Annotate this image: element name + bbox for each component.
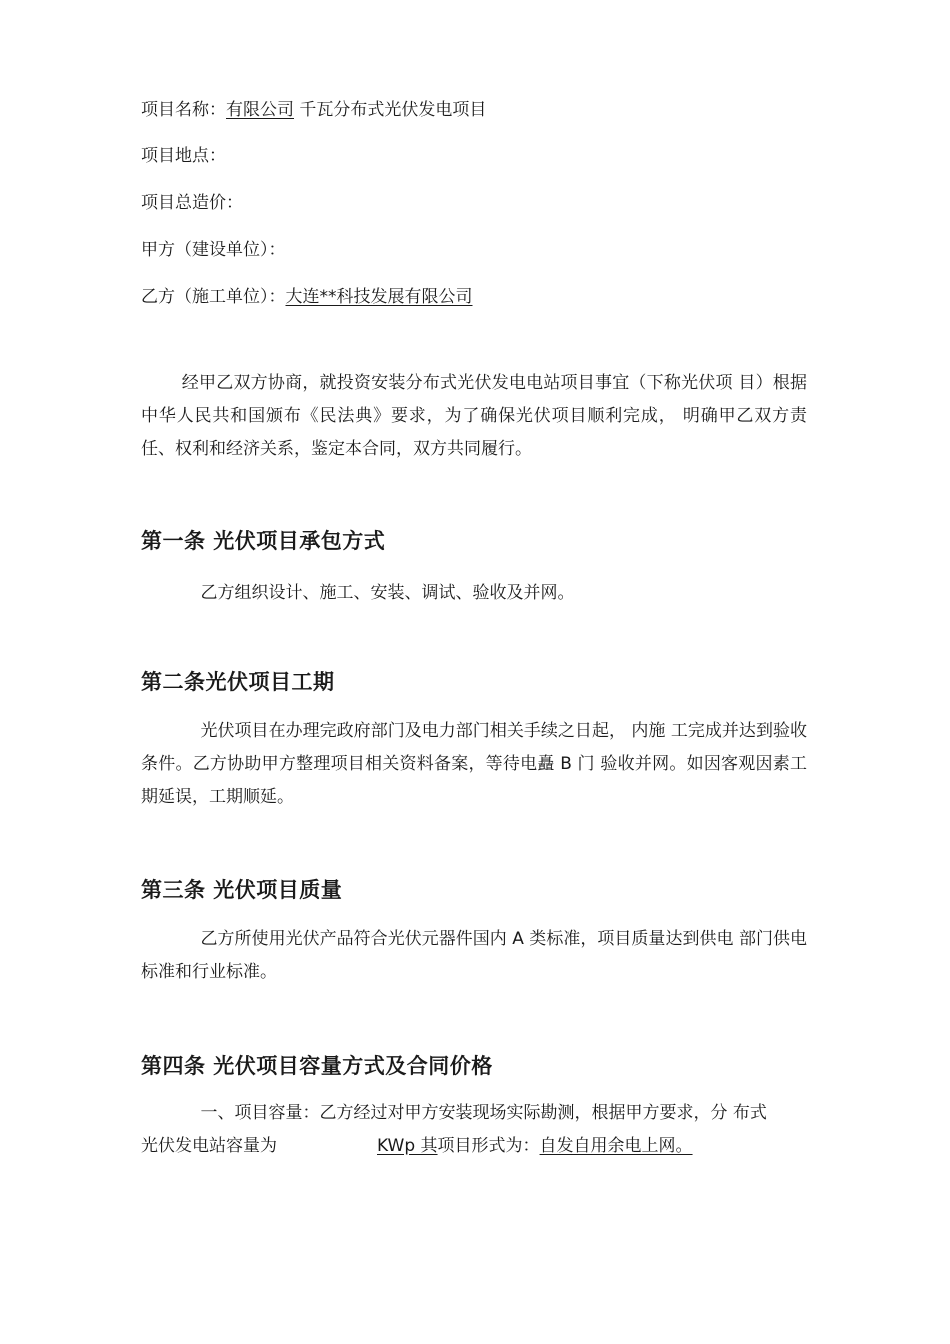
article-4-capacity-line2 [141,1134,693,1158]
article-4-capacity-line1: 一、项目容量：乙方经过对甲方安装现场实际勘测，根据甲方要求，分 布式 [200,1103,767,1123]
article-1-title: 第一条 光伏项目承包方式 [141,529,386,553]
project-cost-line [141,191,243,215]
project-name-rest: 千瓦分布式光伏发电项目 [294,100,487,120]
project-name-line [141,98,486,122]
article-2-title: 第二条光伏项目工期 [141,670,335,694]
party-b-line [141,285,473,309]
party-b-name: 大连**科技发展有限公司 [285,287,473,307]
capacity-prefix: 光伏发电站容量为 [141,1136,277,1156]
article-1-body: 乙方组织设计、施工、安装、调试、验收及并网。 [200,583,575,603]
project-name-label: 项目名称： [141,100,226,120]
article-3-body: 乙方所使用光伏产品符合光伏元器件国内 A 类标准，项目质量达到供电 部门供电标准和行业标准。 [141,929,807,982]
project-location-label: 项目地点： [141,146,226,166]
party-b-label: 乙方（施工单位）： [141,287,286,307]
article-2-body: 光伏项目在办理完政府部门及电力部门相关手续之日起， 内施 工完成并达到验收条件。乙方协助甲方整理项目相关资料备案，等待电矗 B 门 验收并网。如因客观因素工期延误，工期顺延。 [141,721,807,807]
party-a-line [141,238,286,262]
intro-paragraph: 经甲乙双方协商，就投资安装分布式光伏发电电站项目事宜（下称光伏项 目）根据中华人民共和国颁布《民法典》要求，为了确保光伏项目顺利完成， 明确甲乙双方责任、权利和经济关系，鉴定本合同，双方共同履行。 [141,373,807,459]
article-3-title: 第三条 光伏项目质量 [141,878,343,902]
project-location-line [141,144,226,168]
project-cost-label: 项目总造价： [141,193,243,213]
capacity-form-value: 自发自用余电上网。 [539,1136,693,1156]
party-a-label: 甲方（建设单位）： [141,240,286,260]
capacity-unit: KWp 其 [377,1136,438,1156]
article-4-title: 第四条 光伏项目容量方式及合同价格 [141,1054,493,1078]
project-name-company: 有限公司 [226,100,294,120]
capacity-form-label: 项目形式为： [437,1136,540,1156]
